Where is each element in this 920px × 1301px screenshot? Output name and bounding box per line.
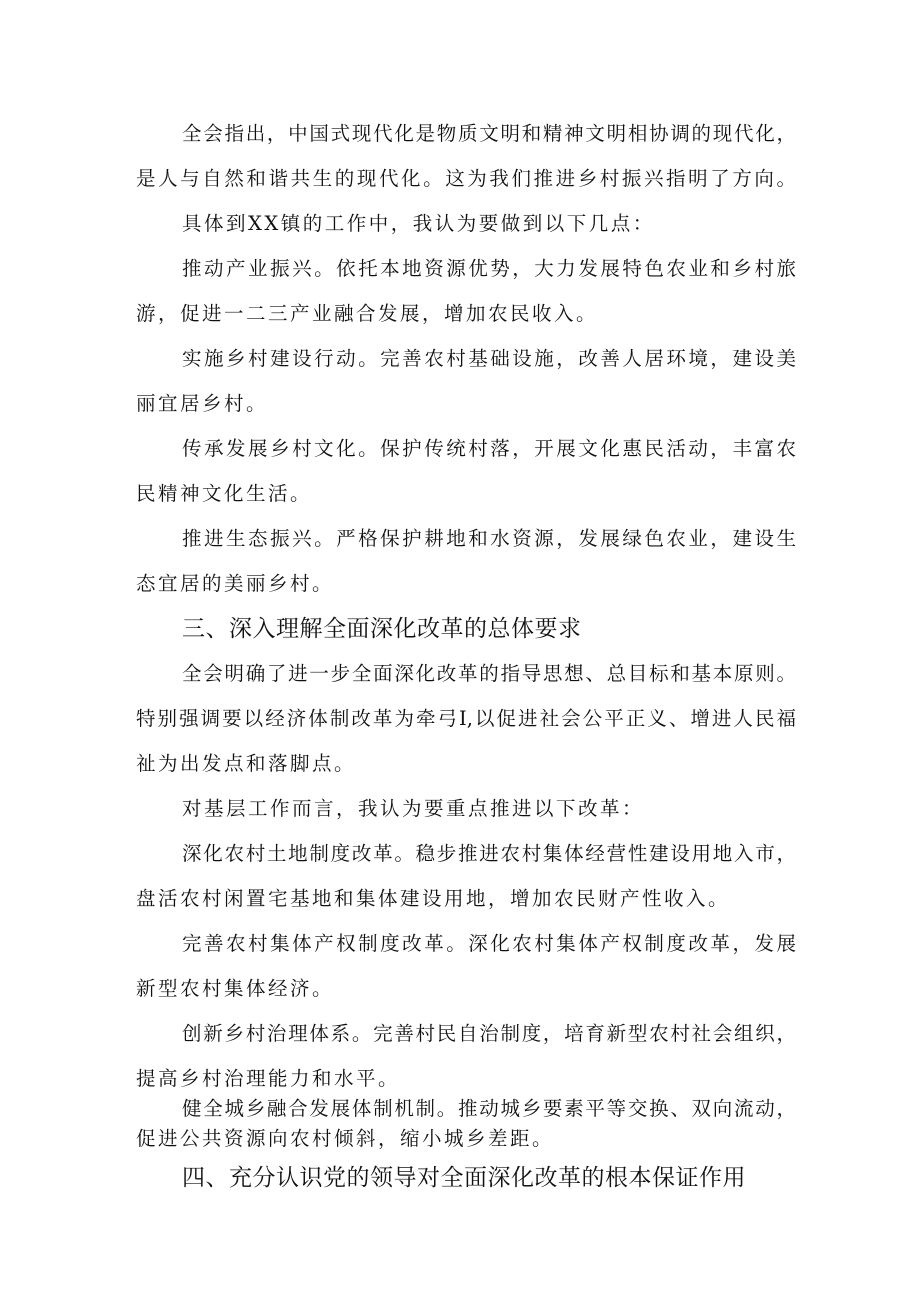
paragraph-line: 提高乡村治理能力和水平。	[136, 1067, 401, 1090]
paragraph-line: 丽宜居乡村。	[136, 392, 269, 415]
paragraph-line: 新型农村集体经济。	[136, 977, 335, 1000]
paragraph-line: 特别强调要以经济体制改革为牵弓I,以促进社会公平正义、增进人民福	[136, 707, 796, 730]
paragraph-line: 游，促进一二三产业融合发展，增加农民收入。	[136, 302, 599, 325]
paragraph-line: 完善农村集体产权制度改革。深化农村集体产权制度改革，发展	[182, 932, 796, 955]
paragraph-line: 对基层工作而言，我认为要重点推进以下改革：	[182, 797, 645, 820]
paragraph-line: 祉为出发点和落脚点。	[136, 752, 357, 775]
paragraph-line: 全会明确了进一步全面深化改革的指导思想、总目标和基本原则。	[182, 662, 796, 685]
paragraph-line: 推动产业振兴。依托本地资源优势，大力发展特色农业和乡村旅	[182, 257, 796, 280]
paragraph-line: 全会指出，中国式现代化是物质文明和精神文明相协调的现代化，	[182, 122, 796, 145]
paragraph-line: 具体到XX镇的工作中，我认为要做到以下几点：	[182, 212, 655, 235]
paragraph-line: 实施乡村建设行动。完善农村基础设施，改善人居环境，建设美	[182, 347, 796, 370]
section-heading: 三、深入理解全面深化改革的总体要求	[182, 616, 582, 642]
paragraph-line: 推进生态振兴。严格保护耕地和水资源，发展绿色农业，建设生	[182, 527, 796, 550]
paragraph-line: 深化农村土地制度改革。稳步推进农村集体经营性建设用地入市，	[182, 842, 796, 865]
paragraph-line: 民精神文化生活。	[136, 482, 313, 505]
section-heading: 四、充分认识党的领导对全面深化改革的根本保证作用	[182, 1165, 746, 1191]
paragraph-line: 传承发展乡村文化。保护传统村落，开展文化惠民活动，丰富农	[182, 437, 796, 460]
paragraph-line: 盘活农村闲置宅基地和集体建设用地，增加农民财产性收入。	[136, 887, 731, 910]
paragraph-line: 态宜居的美丽乡村。	[136, 572, 335, 595]
paragraph-line: 促进公共资源向农村倾斜，缩小城乡差距。	[136, 1127, 555, 1150]
paragraph-line: 创新乡村治理体系。完善村民自治制度，培育新型农村社会组织，	[182, 1022, 796, 1045]
paragraph-line: 是人与自然和谐共生的现代化。这为我们推进乡村振兴指明了方向。	[136, 167, 796, 190]
paragraph-line: 健全城乡融合发展体制机制。推动城乡要素平等交换、双向流动，	[182, 1097, 796, 1120]
